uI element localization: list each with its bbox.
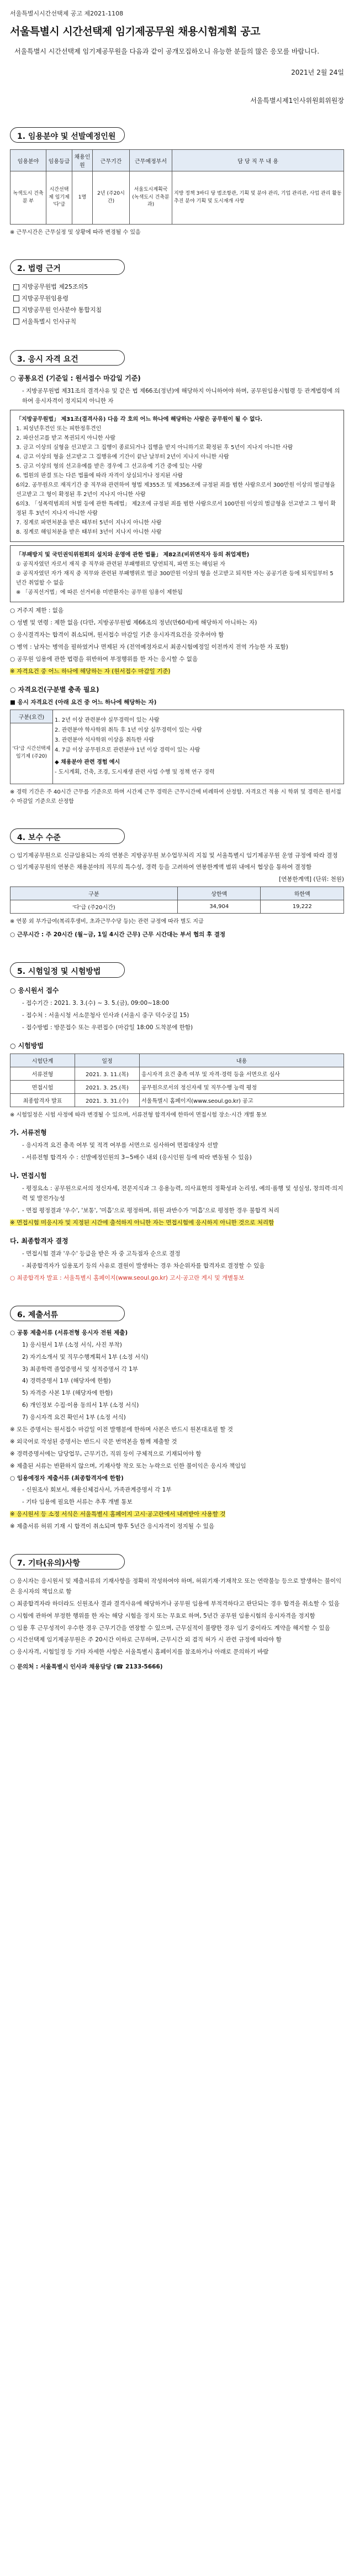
box-line: 8. 징계로 해임처분을 받은 때부터 3년이 지나지 아니한 사람 <box>16 529 162 536</box>
section-3-title: 3. 응시 자격 요건 <box>17 354 78 364</box>
qualification-caption: ■ 응시 자격요건 (아래 요건 중 어느 하나에 해당하는 자) <box>10 698 157 706</box>
col-salary-type: 구분 <box>10 887 178 900</box>
qual-line: 2. 관련분야 학사학위 취득 후 1년 이상 실무경력이 있는 사람 <box>55 727 202 734</box>
document-screening-heading: 가. 서류전형 <box>10 1128 47 1136</box>
qual-grade: '다'급 시간선택제 임기제 (주20) <box>10 723 53 784</box>
doc-highlight: ※ 응시원서 등 소정 서식은 서울특별시 홈페이지 고시·공고란에서 내려받아 사용할 것 <box>10 1511 226 1518</box>
qual-label: 구분(요건) <box>10 710 53 723</box>
page-title: 서울특별시 시간선택제 임기제공무원 채용시험계획 공고 <box>10 25 260 38</box>
cell-dept: 서울도시계획국 (녹색도시 건축분과) <box>130 171 172 225</box>
law-item: 지방공무원법 제25조의5 <box>10 281 344 293</box>
cell-duties: 지방 정책 3바디 당 범조항관, 기획 및 분야 관리, 기업 관리관, 사업 관리 활동 추진 분야 기획 및 도시재개 사항 <box>172 171 344 225</box>
salary-lead: ○ 임기제공무원으로 신규임용되는 자의 연봉은 지방공무원 보수업무처리 지침 및 서울특별시 임기제공무원 운영 규정에 따라 결정 <box>10 852 338 859</box>
doc-item: 6) 개인정보 수집·이용 동의서 1부 (소정 서식) <box>22 1402 139 1409</box>
box-line: 1. 피성년후견인 또는 피한정후견인 <box>16 426 102 432</box>
requirement-line: ○ 응시결격자는 합격이 취소되며, 원서접수 마감일 기준 응시자격요건을 갖추어야 함 <box>10 632 224 639</box>
schedule-note: ※ 시험일정은 시험 사정에 따라 변경될 수 있으며, 서류전형 합격자에 한하여 면접시험 장소·시간 개별 통보 <box>10 1112 267 1118</box>
doc-item: 7) 응시자격 요건 확인서 1부 (소정 서식) <box>22 1414 126 1421</box>
qualification-heading: ○ 자격요건(구분별 충족 필요) <box>10 685 99 693</box>
doc-item: 5) 자격증 사본 1부 (해당자에 한함) <box>22 1390 113 1397</box>
table-row: 최종합격자 발표 2021. 3. 31.(수) 서울특별시 홈페이지(www.seoul.go.kr) 공고 <box>10 1093 344 1107</box>
doc-item: 4) 경력증명서 1부 (해당자에 한함) <box>22 1378 111 1385</box>
section-7-header <box>10 1554 125 1569</box>
doc-item: 3) 최종학력 졸업증명서 및 성적증명서 각 1부 <box>22 1365 138 1373</box>
application-item: - 접수방법 : 방문접수 또는 우편접수 (마감일 18:00 도착분에 한함) <box>22 1024 193 1031</box>
law-item: 서울특별시 인사규칙 <box>10 316 344 328</box>
doc-item: ○ 공통 제출서류 (서류전형 응시자 전원 제출) <box>10 1329 128 1336</box>
qual-line: 4. 7급 이상 공무원으로 관련분야 1년 이상 경력이 있는 사람 <box>55 747 200 754</box>
box-line: ② 공직자였던 자가 재직 중 직무와 관련된 부패행위로 벌금 300만원 이상의 형을 선고받고 퇴직한 자는 공공기관 등에 퇴직일부터 5년간 취업할 수 없음 <box>16 571 334 587</box>
screening-item: - 응시자격 요건 충족 여부 및 적격 여부를 서면으로 심사하여 면접대상자 선발 <box>22 1141 218 1149</box>
notice-date: 2021년 2월 24일 <box>291 69 344 76</box>
square-bullet-icon <box>13 319 19 325</box>
col-period: 근무기간 <box>93 150 130 171</box>
common-requirements-heading: ○ 공통요건 (기준일 : 원서접수 마감일 기준) <box>10 374 141 382</box>
qualification-table <box>10 710 344 784</box>
misc-item: ○ 시험에 관하여 부정한 행위를 한 자는 해당 시험을 정지 또는 무효로 하며, 5년간 공무원 임용시험의 응시자격을 정지함 <box>10 1612 315 1619</box>
doc-note: ※ 제출된 서류는 반환하지 않으며, 기재사항 착오 또는 누락으로 인한 불이익은 응시자 책임임 <box>10 1462 246 1469</box>
box-line: 6의2. 공무원으로 재직기간 중 직무와 관련하여 형법 제355조 및 제356조에 규정된 죄를 범한 사람으로서 300만원 이상의 벌금형을 선고받고 그 형이 확정된 후 2년이 지나지 아니한 사람 <box>16 482 336 498</box>
square-bullet-icon <box>13 284 19 290</box>
disqualification-box <box>10 410 344 542</box>
application-item: - 접수기간 : 2021. 3. 3.(수) ~ 3. 5.(금), 09:00~18:00 <box>22 1000 170 1007</box>
salary-grade: '다'급 (주20시간) <box>10 900 178 914</box>
section-2-header <box>10 259 125 275</box>
salary-caption: [연봉한계액] (단위: 천원) <box>279 876 344 883</box>
salary-min: 19,222 <box>261 900 344 914</box>
cell-field: 녹색도시 건축분 부 <box>10 171 46 225</box>
col-dept: 근무예정부서 <box>130 150 172 171</box>
interview-item: - 면접 평정결과 '우수', '보통', '미흡'으로 평정하며, 위원 과반수가 '미흡'으로 평정한 경우 불합격 처리 <box>22 1207 279 1214</box>
section-6-title: 6. 제출서류 <box>17 1310 59 1320</box>
law-item: 지방공무원임용령 <box>10 293 344 305</box>
requirement-line: ○ 공무원 임용에 관한 법령을 위반하여 부정행위를 한 자는 응시할 수 없음 <box>10 655 198 663</box>
table-row: 서류전형 2021. 3. 11.(목) 응시자격 요건 충족 여부 및 자격·경력 등을 서면으로 심사 <box>10 1067 344 1080</box>
announcement-line: ○ 최종합격자 발표 : 서울특별시 홈페이지(www.seoul.go.kr) 고시·공고란 게시 및 개별통보 <box>10 1274 245 1281</box>
misc-item: ○ 시간선택제 임기제공무원은 주 20시간 이하로 근무하며, 근무시간 외 겸직 허가 시 관련 규정에 따라야 함 <box>10 1636 282 1644</box>
col-content: 내용 <box>140 1054 344 1067</box>
cell-grade: 시간선택제 임기제 '다'급 <box>46 171 72 225</box>
anticorruption-box <box>10 545 344 602</box>
box-line: 5. 금고 이상의 형의 선고유예를 받은 경우에 그 선고유예 기간 중에 있는 사람 <box>16 463 203 470</box>
notice-number: 서울특별시시간선택제 공고 제2021-1108 <box>10 10 124 17</box>
qual-line: 1. 2년 이상 관련분야 실무경력이 있는 사람 <box>55 717 160 724</box>
box-title: 「부패방지 및 국민권익위원회의 설치와 운영에 관한 법률」 제82조(비위면직자 등의 취업제한) <box>16 552 250 559</box>
col-date: 일정 <box>75 1054 140 1067</box>
section-5-header <box>10 962 125 978</box>
section-3-header <box>10 350 125 366</box>
interview-heading: 나. 면접시험 <box>10 1171 47 1180</box>
doc-note: ※ 모든 증명서는 원서접수 마감일 이전 발행분에 한하며 사본은 반드시 원본대조필 할 것 <box>10 1426 233 1433</box>
qual-extra-title: ◆ 채용분야 관련 경험 예시 <box>55 759 120 766</box>
doc-note: ○ 임용예정자 제출서류 (최종합격자에 한함) <box>10 1474 124 1482</box>
law-item: 지방공무원 인사분야 통합지침 <box>10 305 344 316</box>
final-item: - 면접시험 결과 '우수' 등급을 받은 자 중 고득점자 순으로 결정 <box>22 1250 181 1258</box>
box-line: 6의3. 「성폭력범죄의 처벌 등에 관한 특례법」 제2조에 규정된 죄를 범한 사람으로서 100만원 이상의 벌금형을 선고받고 그 형이 확정된 후 3년이 지나지 아니한 사람 <box>16 501 336 517</box>
salary-table <box>10 887 344 914</box>
doc-note: - 기타 임용에 필요한 서류는 추후 개별 통보 <box>22 1499 133 1506</box>
doc-note: ※ 외국어로 작성된 증명서는 반드시 국문 번역본을 함께 제출할 것 <box>10 1438 177 1445</box>
cell-period: 2년 (주20시간) <box>93 171 130 225</box>
salary-note: ※ 연봉 외 부가급여(복리후생비, 초과근무수당 등)는 관련 규정에 따라 별도 지급 <box>10 919 204 925</box>
table-row: 면접시험 2021. 3. 25.(목) 공무원으로서의 정신자세 및 직무수행 능력 평정 <box>10 1080 344 1093</box>
exam-method-heading: ○ 시험방법 <box>10 1041 44 1050</box>
salary-max: 34,904 <box>177 900 261 914</box>
section-1-title: 1. 임용분야 및 선발예정인원 <box>17 132 116 141</box>
requirement-line: ○ 병역 : 남자는 병역을 필하였거나 면제된 자 (전역예정자로서 최종시험예정일 이전까지 전역 가능한 자 포함) <box>10 644 288 651</box>
col-salary-min: 하한액 <box>261 887 344 900</box>
application-heading: ○ 응시원서 접수 <box>10 987 59 995</box>
section-1-header <box>10 127 125 143</box>
application-item: - 접수처 : 서울시청 서소문청사 인사과 (서울시 중구 덕수궁길 15) <box>22 1012 189 1019</box>
work-hours: ○ 근무시간 : 주 20시간 (월~금, 1일 4시간 근무) 근무 시간대는 부서 협의 후 결정 <box>10 931 226 938</box>
interview-item: - 평정요소 : 공무원으로서의 정신자세, 전문지식과 그 응용능력, 의사표현의 정확성과 논리성, 예의·품행 및 성실성, 창의력·의지력 및 발전가능성 <box>22 1185 344 1202</box>
box-line: 6. 법원의 판결 또는 다른 법률에 따라 자격이 상실되거나 정지된 사람 <box>16 473 183 479</box>
col-grade: 임용등급 <box>46 150 72 171</box>
requirement-line: ○ 성별 및 연령 : 제한 없음 (다만, 지방공무원법 제66조의 정년(만60세)에 해당하지 아니하는 자) <box>10 619 257 627</box>
col-field: 임용분야 <box>10 150 46 171</box>
section-2-title: 2. 법령 근거 <box>17 264 61 273</box>
requirement-line: ○ 거주지 제한 : 없음 <box>10 607 64 614</box>
final-decision-heading: 다. 최종합격자 결정 <box>10 1237 68 1245</box>
section-3-footnote: ※ 경력 기간은 주 40시간 근무를 기준으로 하며 시간제 근무 경력은 근무시간에 비례하여 산정함. 자격요건 적용 시 학위 및 경력은 원서접수 마감일 기준으로 산정함 <box>10 789 341 805</box>
schedule-table <box>10 1054 344 1107</box>
box-line: ※ 「공직선거법」에 따른 선거비용 미반환자는 공무원 임용이 제한됨 <box>16 590 183 596</box>
interview-highlight: ※ 면접시험 미응시자 및 지정된 시간에 출석하지 아니한 자는 면접시험에 응시하지 아니한 것으로 처리함 <box>10 1219 274 1227</box>
issuer-name: 서울특별시제1인사위원회위원장 <box>250 97 344 105</box>
qual-lines <box>53 710 344 784</box>
box-line: 2. 파산선고를 받고 복권되지 아니한 사람 <box>16 435 115 442</box>
doc-note: - 신원조사 회보서, 채용신체검사서, 가족관계증명서 각 1부 <box>22 1487 172 1494</box>
recruitment-table <box>10 149 344 225</box>
intro-paragraph: 서울특별시 시간선택제 임기제공무원을 다음과 같이 공개모집하오니 유능한 분들의 많은 응모를 바랍니다. <box>14 48 320 55</box>
col-salary-max: 상한액 <box>177 887 261 900</box>
requirements-text: - 지방공무원법 제31조의 결격사유 및 같은 법 제66조(정년)에 해당하지 아니하여야 하며, 공무원임용시험령 등 관계법령에 의하여 응시자격이 정지되지 아니한 자 <box>22 387 340 405</box>
misc-item: ○ 최종합격자라 하더라도 신원조사 결과 결격사유에 해당하거나 공무원 임용에 부적격하다고 판단되는 경우 합격을 취소할 수 있음 <box>10 1600 340 1607</box>
box-title: 「지방공무원법」 제31조(결격사유) 다음 각 호의 어느 하나에 해당하는 사람은 공무원이 될 수 없다. <box>16 416 263 423</box>
doc-item: 2) 자기소개서 및 직무수행계획서 1부 (소정 서식) <box>22 1353 149 1360</box>
section-1-footnote: ※ 근무시간은 근무실정 및 상황에 따라 변경될 수 있음 <box>10 230 141 236</box>
col-duties: 담 당 직 무 내 용 <box>172 150 344 171</box>
section-5-title: 5. 시험일정 및 시험방법 <box>17 967 101 977</box>
qual-extra: - 도시계획, 건축, 조경, 도시재생 관련 사업 수행 및 정책 연구 경력 <box>55 769 215 776</box>
section-6-header <box>10 1306 125 1321</box>
section-7-title: 7. 기타(유의)사항 <box>17 1558 80 1568</box>
section-4-title: 4. 보수 수준 <box>17 833 61 842</box>
square-bullet-icon <box>13 295 19 301</box>
square-bullet-icon <box>13 307 19 313</box>
screening-item: - 서류전형 합격자 수 : 선발예정인원의 3~5배수 내외 (응시인원 등에 따라 변동될 수 있음) <box>22 1154 252 1161</box>
doc-last-note: ※ 제출서류 허위 기재 시 합격이 취소되며 향후 5년간 응시자격이 정지될 수 있음 <box>10 1523 214 1530</box>
misc-item: ○ 임용 후 근무성적이 우수한 경우 근무기간을 연장할 수 있으며, 근무실적이 불량한 경우 임기 중이라도 계약을 해지할 수 있음 <box>10 1624 330 1631</box>
box-line: 7. 징계로 파면처분을 받은 때부터 5년이 지나지 아니한 사람 <box>16 520 162 526</box>
contact-line: ○ 문의처 : 서울특별시 인사과 채용담당 (☎ 2133-5666) <box>10 1664 163 1671</box>
col-stage: 시험단계 <box>10 1054 75 1067</box>
salary-text: ○ 임기제공무원의 연봉은 채용분야의 직무의 특수성, 경력 등을 고려하여 연봉한계액 범위 내에서 협상을 통하여 결정함 <box>10 864 312 871</box>
box-line: 4. 금고 이상의 형을 선고받고 그 집행유예 기간이 끝난 날부터 2년이 지나지 아니한 사람 <box>16 454 229 461</box>
qual-line: 3. 관련분야 석사학위 이상을 취득한 사람 <box>55 737 154 744</box>
section-4-header <box>10 828 125 844</box>
highlight-note: ※ 자격요건 중 어느 하나에 해당하는 자 (원서접수 마감일 기준) <box>10 668 171 675</box>
final-item: - 최종합격자가 임용포기 등의 사유로 결원이 발생하는 경우 차순위자를 합격자로 결정할 수 있음 <box>22 1263 265 1270</box>
misc-item: ○ 응시자격, 시험일정 등 기타 자세한 사항은 서울특별시 홈페이지를 참조하거나 아래로 문의하기 바람 <box>10 1649 269 1656</box>
col-count: 채용인원 <box>72 150 93 171</box>
misc-item: ○ 응시자는 응시원서 및 제출서류의 기재사항을 정확히 작성하여야 하며, 허위기재·기재착오 또는 연락불능 등으로 발생하는 불이익은 응시자의 책임으로 함 <box>10 1577 342 1595</box>
box-line: 3. 금고 이상의 실형을 선고받고 그 집행이 종료되거나 집행을 받지 아니하기로 확정된 후 5년이 지나지 아니한 사람 <box>16 445 293 451</box>
box-line: ① 공직자였던 자로서 재직 중 직무와 관련된 부패행위로 당연퇴직, 파면 또는 해임된 자 <box>16 561 225 568</box>
doc-item: 1) 응시원서 1부 (소정 서식, 사진 부착) <box>22 1341 122 1348</box>
doc-note: ※ 경력증명서에는 담당업무, 근무기간, 직위 등이 구체적으로 기재되어야 함 <box>10 1450 202 1457</box>
cell-count: 1명 <box>72 171 93 225</box>
